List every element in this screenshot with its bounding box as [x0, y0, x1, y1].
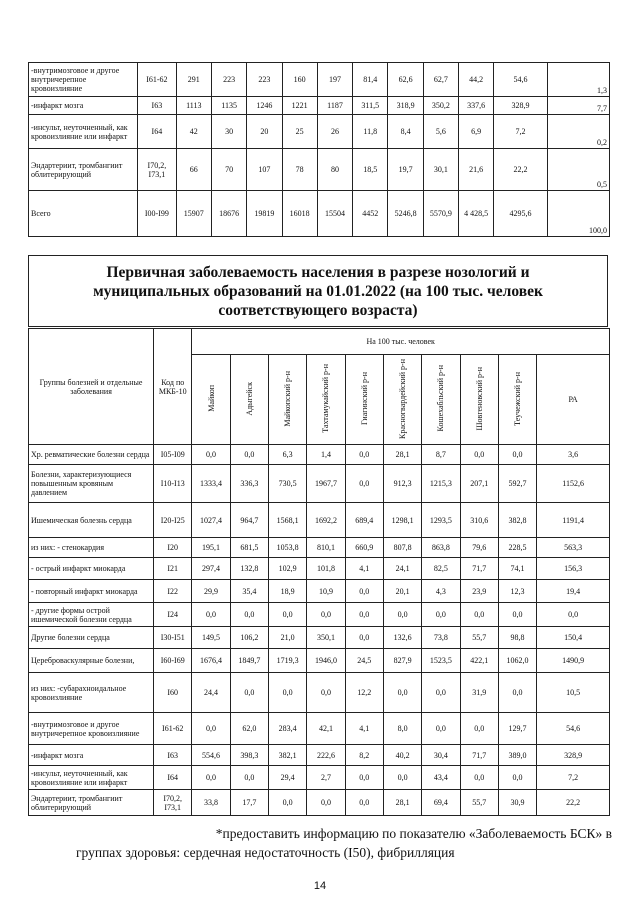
table-row [29, 627, 610, 649]
table-cell: I00-I99 [138, 191, 177, 237]
table-cell: 81,4 [353, 63, 388, 97]
table-cell: -внутримозговое и другое внутричерепное кровоизлияние [29, 63, 138, 97]
table-cell: 16018 [282, 191, 317, 237]
table-cell: 7,7 [547, 97, 609, 115]
table-cell: 0,0 [460, 713, 498, 745]
table-cell: 4,1 [345, 713, 383, 745]
morbidity-table [28, 328, 610, 816]
table-cell: -внутримозговое и другое внутричерепное кровоизлияние [29, 713, 154, 745]
table-cell: 1062,0 [498, 649, 536, 673]
table-cell: 0,0 [498, 673, 536, 713]
table-cell: 29,4 [269, 766, 307, 790]
table-cell: 0,0 [345, 580, 383, 603]
table-cell: 30 [211, 115, 246, 149]
table-cell: I61-62 [154, 713, 192, 745]
table-cell: 554,6 [192, 745, 230, 766]
table-row [29, 745, 610, 766]
table-cell: 8,7 [422, 445, 460, 465]
table-cell: 297,4 [192, 558, 230, 580]
table-cell: 223 [247, 63, 282, 97]
table-cell: 73,8 [422, 627, 460, 649]
table-cell: 98,8 [498, 627, 536, 649]
table-cell: 0,0 [307, 790, 345, 816]
table-cell: 222,6 [307, 745, 345, 766]
column-header-label: Шовгеновский р-н [474, 366, 484, 431]
table-cell: 337,6 [459, 97, 494, 115]
table-cell: 422,1 [460, 649, 498, 673]
table-cell: 25 [282, 115, 317, 149]
table-cell: 10,5 [537, 673, 610, 713]
table-cell: 18,5 [353, 149, 388, 191]
table-cell: 0,2 [547, 115, 609, 149]
table-row [29, 465, 610, 503]
table-cell: 8,2 [345, 745, 383, 766]
table-cell: 30,4 [422, 745, 460, 766]
table-cell: 19819 [247, 191, 282, 237]
table-cell: 0,5 [547, 149, 609, 191]
table-cell: 10,9 [307, 580, 345, 603]
table-row [29, 191, 610, 237]
column-header: РА [537, 355, 610, 445]
table-cell: 0,0 [422, 603, 460, 627]
table-cell: 0,0 [345, 445, 383, 465]
table-cell: 12,2 [345, 673, 383, 713]
table-cell: 382,1 [269, 745, 307, 766]
table-cell: 681,5 [230, 538, 268, 558]
table-cell: 1221 [282, 97, 317, 115]
table-cell: 810,1 [307, 538, 345, 558]
column-header [345, 355, 383, 445]
table-cell: 311,5 [353, 97, 388, 115]
table-cell: 1946,0 [307, 649, 345, 673]
table-cell: 0,0 [498, 766, 536, 790]
table-cell: 21,6 [459, 149, 494, 191]
table-cell: 74,1 [498, 558, 536, 580]
table-cell: I21 [154, 558, 192, 580]
table-cell: 563,3 [537, 538, 610, 558]
table-cell: 4 428,5 [459, 191, 494, 237]
column-header [460, 355, 498, 445]
table-cell: 964,7 [230, 503, 268, 538]
page-number: 14 [313, 880, 327, 892]
table-cell: 7,2 [494, 115, 547, 149]
table-cell: 156,3 [537, 558, 610, 580]
table-cell: 0,0 [383, 603, 421, 627]
table-cell: 42,1 [307, 713, 345, 745]
table-cell: 0,0 [345, 766, 383, 790]
column-header [498, 355, 536, 445]
table-cell: 0,0 [192, 766, 230, 790]
table-cell: 0,0 [345, 603, 383, 627]
table-cell: 0,0 [307, 673, 345, 713]
table-cell: 291 [176, 63, 211, 97]
table-cell: 33,8 [192, 790, 230, 816]
table-cell: Эндартериит, тромбангиит облитерирующий [29, 790, 154, 816]
table-cell: 29,9 [192, 580, 230, 603]
table-cell: 132,8 [230, 558, 268, 580]
table-cell: 22,2 [537, 790, 610, 816]
table-cell: 398,3 [230, 745, 268, 766]
table-cell: 150,4 [537, 627, 610, 649]
table-cell: 12,3 [498, 580, 536, 603]
table-cell: I05-I09 [154, 445, 192, 465]
column-header-label: Гиагинский р-н [359, 372, 369, 425]
table-cell: 328,9 [494, 97, 547, 115]
table-cell: 4452 [353, 191, 388, 237]
table-row [29, 790, 610, 816]
table-cell: 1,4 [307, 445, 345, 465]
table-cell: 7,2 [537, 766, 610, 790]
table-cell: 1191,4 [537, 503, 610, 538]
table-cell: 0,0 [498, 603, 536, 627]
table-cell: 1,3 [547, 63, 609, 97]
header-per100k: На 100 тыс. человек [192, 329, 610, 355]
table-cell: 15907 [176, 191, 211, 237]
table-cell: 0,0 [422, 713, 460, 745]
table-cell: 15504 [317, 191, 352, 237]
table-cell: 62,6 [388, 63, 423, 97]
table-cell: 0,0 [230, 766, 268, 790]
table-cell: - повторный инфаркт миокарда [29, 580, 154, 603]
table-cell: 160 [282, 63, 317, 97]
table-cell: I63 [154, 745, 192, 766]
table-cell: 2,7 [307, 766, 345, 790]
table-cell: 22,2 [494, 149, 547, 191]
table-cell: 44,2 [459, 63, 494, 97]
table-cell: из них: -субарахноидальное кровоизлияние [29, 673, 154, 713]
table-cell: 80 [317, 149, 352, 191]
table-cell: 0,0 [422, 673, 460, 713]
column-header-label: Адыгейск [244, 381, 254, 416]
table-cell: 195,1 [192, 538, 230, 558]
header-code: Код по МКБ-10 [154, 329, 192, 445]
table-cell: 350,1 [307, 627, 345, 649]
table-cell: I22 [154, 580, 192, 603]
table-cell: Другие болезни сердца [29, 627, 154, 649]
table-cell: 106,2 [230, 627, 268, 649]
column-header [307, 355, 345, 445]
table-cell: 66 [176, 149, 211, 191]
table-cell: 807,8 [383, 538, 421, 558]
table-cell: 3,6 [537, 445, 610, 465]
column-header [269, 355, 307, 445]
table-cell: 30,1 [423, 149, 458, 191]
table-cell: 102,9 [269, 558, 307, 580]
table-row [29, 503, 610, 538]
table-cell: 283,4 [269, 713, 307, 745]
table-cell: 0,0 [307, 603, 345, 627]
table-cell: 23,9 [460, 580, 498, 603]
table-cell: 1135 [211, 97, 246, 115]
table-cell: 310,6 [460, 503, 498, 538]
column-header-label: Майкопский р-н [283, 370, 293, 427]
table-cell: -инсульт, неуточненный, как кровоизлияние или инфаркт [29, 766, 154, 790]
table-cell: 1568,1 [269, 503, 307, 538]
table-cell: 132,6 [383, 627, 421, 649]
table-row [29, 149, 610, 191]
table-cell: 69,4 [422, 790, 460, 816]
table-cell: 5,6 [423, 115, 458, 149]
table-cell: 78 [282, 149, 317, 191]
table-cell: 107 [247, 149, 282, 191]
table-cell: 0,0 [460, 603, 498, 627]
table-cell: 71,7 [460, 745, 498, 766]
column-header [230, 355, 268, 445]
footnote-line-2: группах здоровья: сердечная недостаточность (I50), фибрилляция [76, 845, 455, 860]
table-cell: 54,6 [537, 713, 610, 745]
table-cell: 1187 [317, 97, 352, 115]
table-cell: 730,5 [269, 465, 307, 503]
table-cell: 5570,9 [423, 191, 458, 237]
table-row [29, 649, 610, 673]
table-cell: 0,0 [192, 603, 230, 627]
table-row [29, 115, 610, 149]
table-row [29, 445, 610, 465]
table-cell: 24,1 [383, 558, 421, 580]
table-cell: 17,7 [230, 790, 268, 816]
table-cell: 18,9 [269, 580, 307, 603]
footnote-line-1: *предоставить информацию по показателю «Заболеваемость БСК» в [215, 826, 612, 841]
table-cell: I63 [138, 97, 177, 115]
table-cell: 82,5 [422, 558, 460, 580]
table-cell: 223 [211, 63, 246, 97]
table-cell: 1333,4 [192, 465, 230, 503]
table-cell: 336,3 [230, 465, 268, 503]
table-cell: 0,0 [230, 603, 268, 627]
column-header-label: Майкоп [206, 385, 216, 412]
table-cell: 912,3 [383, 465, 421, 503]
column-header [383, 355, 421, 445]
table-cell: I20-I25 [154, 503, 192, 538]
column-header-label: Теучежский р-н [513, 371, 523, 426]
column-header-label: Красногвардейский р-н [398, 358, 408, 439]
table-cell: 0,0 [498, 445, 536, 465]
table-cell: 389,0 [498, 745, 536, 766]
table-cell: 30,9 [498, 790, 536, 816]
table-cell: Хр. ревматические болезни сердца [29, 445, 154, 465]
table-cell: 79,6 [460, 538, 498, 558]
table-cell: 70 [211, 149, 246, 191]
table-cell: 129,7 [498, 713, 536, 745]
page-title: Первичная заболеваемость населения в разрезе нозологий и муниципальных образований на 01.01.2022 (на 100 тыс. человек соответствующего возраста) [28, 255, 608, 327]
table-cell: 660,9 [345, 538, 383, 558]
table-row [29, 673, 610, 713]
table-cell: 149,5 [192, 627, 230, 649]
table-cell: 318,9 [388, 97, 423, 115]
table-cell: 0,0 [192, 713, 230, 745]
table-cell: 350,2 [423, 97, 458, 115]
table-cell: 19,4 [537, 580, 610, 603]
table-cell: 55,7 [460, 627, 498, 649]
table-cell: 1053,8 [269, 538, 307, 558]
table-cell: I61-62 [138, 63, 177, 97]
table-cell: 827,9 [383, 649, 421, 673]
table-cell: 40,2 [383, 745, 421, 766]
table-cell: 18676 [211, 191, 246, 237]
table-cell: I64 [138, 115, 177, 149]
table-cell: 43,4 [422, 766, 460, 790]
table-cell: 42 [176, 115, 211, 149]
table-cell: 62,0 [230, 713, 268, 745]
table-cell: I30-I51 [154, 627, 192, 649]
table-cell: 1246 [247, 97, 282, 115]
table-cell: Всего [29, 191, 138, 237]
table-cell: 24,5 [345, 649, 383, 673]
table-cell: I60-I69 [154, 649, 192, 673]
table-cell: 1113 [176, 97, 211, 115]
table-cell: 0,0 [230, 673, 268, 713]
table-cell: - другие формы острой ишемической болезни сердца [29, 603, 154, 627]
table-cell: 1692,2 [307, 503, 345, 538]
table-cell: из них: - стенокардия [29, 538, 154, 558]
table-cell: 35,4 [230, 580, 268, 603]
table-cell: Болезни, характеризующиеся повышенным кровяным давлением [29, 465, 154, 503]
table-cell: I70,2, I73,1 [154, 790, 192, 816]
column-header [422, 355, 460, 445]
table-cell: I20 [154, 538, 192, 558]
table-cell: 228,5 [498, 538, 536, 558]
table-cell: 31,9 [460, 673, 498, 713]
column-header-label: Тахтамукайский р-н [321, 364, 331, 433]
table-cell: 0,0 [269, 673, 307, 713]
table-cell: 6,3 [269, 445, 307, 465]
table-cell: 0,0 [230, 445, 268, 465]
table-row [29, 97, 610, 115]
table-cell: 1967,7 [307, 465, 345, 503]
table-cell: -инфаркт мозга [29, 97, 138, 115]
table-cell: 6,9 [459, 115, 494, 149]
table-cell: I10-I13 [154, 465, 192, 503]
table-cell: 863,8 [422, 538, 460, 558]
table-cell: 0,0 [460, 766, 498, 790]
table-cell: 4,3 [422, 580, 460, 603]
table-cell: 1152,6 [537, 465, 610, 503]
table-row [29, 558, 610, 580]
table-cell: 1490,9 [537, 649, 610, 673]
table-cell: 21,0 [269, 627, 307, 649]
table-cell: Ишемическая болезнь сердца [29, 503, 154, 538]
table-cell: 28,1 [383, 445, 421, 465]
table-cell: -инсульт, неуточненный, как кровоизлияние или инфаркт [29, 115, 138, 149]
table-cell: 0,0 [383, 766, 421, 790]
table-cell: I70,2, I73,1 [138, 149, 177, 191]
table-row [29, 713, 610, 745]
table-cell: 0,0 [345, 790, 383, 816]
table-cell: 11,8 [353, 115, 388, 149]
table-cell: 62,7 [423, 63, 458, 97]
table-cell: 101,8 [307, 558, 345, 580]
table-cell: 54,6 [494, 63, 547, 97]
table-cell: 0,0 [192, 445, 230, 465]
table-cell: 1298,1 [383, 503, 421, 538]
table-cell: 8,4 [388, 115, 423, 149]
table-row [29, 63, 610, 97]
table-cell: 19,7 [388, 149, 423, 191]
table-row [29, 580, 610, 603]
table-cell: 0,0 [269, 790, 307, 816]
table-cell: 0,0 [345, 465, 383, 503]
table-cell: I24 [154, 603, 192, 627]
table-cell: 20,1 [383, 580, 421, 603]
table-cell: I64 [154, 766, 192, 790]
column-header-label: Кошехабльский р-н [436, 365, 446, 432]
table-cell: 4295,6 [494, 191, 547, 237]
table-cell: 71,7 [460, 558, 498, 580]
column-header [192, 355, 230, 445]
table-cell: 592,7 [498, 465, 536, 503]
table-cell: 1293,5 [422, 503, 460, 538]
table-cell: 382,8 [498, 503, 536, 538]
table-cell: 0,0 [537, 603, 610, 627]
continuation-table [28, 62, 610, 237]
table-row [29, 538, 610, 558]
table-cell: 20 [247, 115, 282, 149]
table-row [29, 603, 610, 627]
table-cell: 0,0 [345, 627, 383, 649]
table-cell: 100,0 [547, 191, 609, 237]
table-cell: 0,0 [460, 445, 498, 465]
table-cell: 197 [317, 63, 352, 97]
table-row [29, 766, 610, 790]
table-cell: Эндартериит, тромбангиит облитерирующий [29, 149, 138, 191]
table-cell: - острый инфаркт миокарда [29, 558, 154, 580]
table-cell: 55,7 [460, 790, 498, 816]
table-cell: 5246,8 [388, 191, 423, 237]
table-cell: 1849,7 [230, 649, 268, 673]
table-cell: 1523,5 [422, 649, 460, 673]
table-cell: -инфаркт мозга [29, 745, 154, 766]
table-cell: 1027,4 [192, 503, 230, 538]
table-cell: 26 [317, 115, 352, 149]
table-cell: 28,1 [383, 790, 421, 816]
table-cell: I60 [154, 673, 192, 713]
table-cell: 4,1 [345, 558, 383, 580]
header-group: Группы болезней и отдельные заболевания [29, 329, 154, 445]
table-cell: 1215,3 [422, 465, 460, 503]
table-cell: 1676,4 [192, 649, 230, 673]
table-cell: Цереброваскулярные болезни, [29, 649, 154, 673]
table-cell: 0,0 [383, 673, 421, 713]
table-cell: 0,0 [269, 603, 307, 627]
table-cell: 24,4 [192, 673, 230, 713]
table-cell: 8,0 [383, 713, 421, 745]
table-cell: 689,4 [345, 503, 383, 538]
table-cell: 1719,3 [269, 649, 307, 673]
table-cell: 328,9 [537, 745, 610, 766]
table-cell: 207,1 [460, 465, 498, 503]
